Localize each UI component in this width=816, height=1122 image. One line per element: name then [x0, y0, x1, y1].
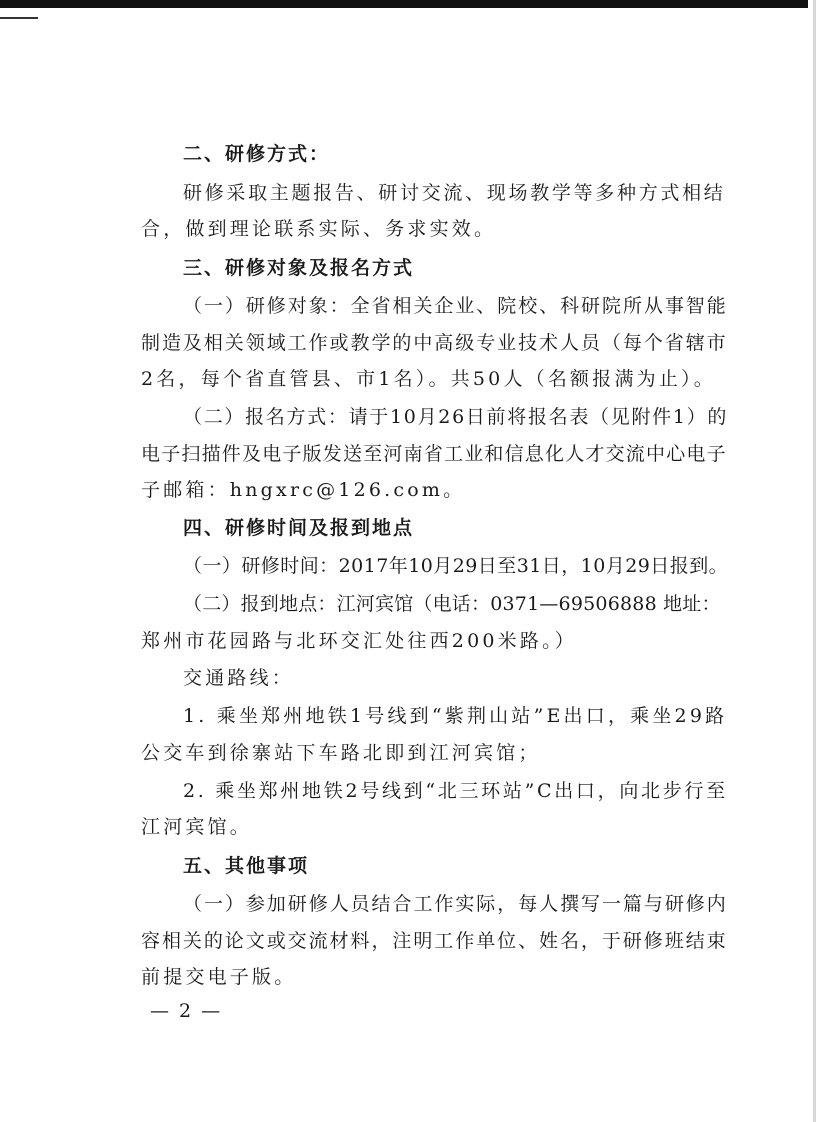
- paragraph-line: （一）参加研修人员结合工作实际，每人撰写一篇与研修内: [183, 893, 728, 915]
- section-heading-method: 二、研修方式：: [183, 143, 331, 165]
- paragraph-line: 2名，每个省直管县、市1名）。共50人（名额报满为止）。: [141, 368, 716, 390]
- paragraph-line: 合，做到理论联系实际、务求实效。: [141, 218, 497, 240]
- paragraph-line: 容相关的论文或交流材料，注明工作单位、姓名，于研修班结束: [141, 930, 728, 952]
- paragraph-line: （二）报名方式：请于10月26日前将报名表（见附件1）的: [183, 406, 729, 428]
- paragraph-line: 前提交电子版。: [141, 966, 297, 988]
- paragraph-line: 2. 乘坐郑州地铁2号线到“北三环站”C出口，向北步行至: [183, 780, 728, 802]
- paragraph-line: 子邮箱：hngxrc@126.com。: [141, 479, 466, 501]
- paragraph-line: 研修采取主题报告、研讨交流、现场教学等多种方式相结: [183, 182, 726, 204]
- paragraph-line: （一）研修对象：全省相关企业、院校、科研院所从事智能: [183, 295, 728, 317]
- section-heading-other: 五、其他事项: [183, 855, 310, 877]
- scan-edge-top: [0, 0, 808, 8]
- paragraph-line: 公交车到徐寨站下车路北即到江河宾馆；: [141, 742, 541, 764]
- paragraph-line: 制造及相关领域工作或教学的中高级专业技术人员（每个省辖市: [141, 332, 728, 354]
- paragraph-line: （二）报到地点：江河宾馆（电话：0371—69506888 地址：: [183, 593, 721, 615]
- paragraph-line: 江河宾馆。: [141, 816, 253, 838]
- section-heading-participants: 三、研修对象及报名方式: [183, 257, 415, 279]
- page-number: — 2 —: [150, 1000, 223, 1022]
- paragraph-line: 郑州市花园路与北环交汇处往西200米路。）: [141, 630, 577, 652]
- paragraph-line: 交通路线：: [183, 667, 295, 689]
- paragraph-line: 1. 乘坐郑州地铁1号线到“紫荆山站”E出口，乘坐29路: [183, 705, 728, 727]
- corner-mark: [0, 17, 38, 19]
- paragraph-line: 电子扫描件及电子版发送至河南省工业和信息化人才交流中心电子: [141, 443, 727, 465]
- section-heading-time-place: 四、研修时间及报到地点: [183, 517, 415, 539]
- paragraph-line: （一）研修时间：2017年10月29日至31日，10月29日报到。: [183, 555, 729, 577]
